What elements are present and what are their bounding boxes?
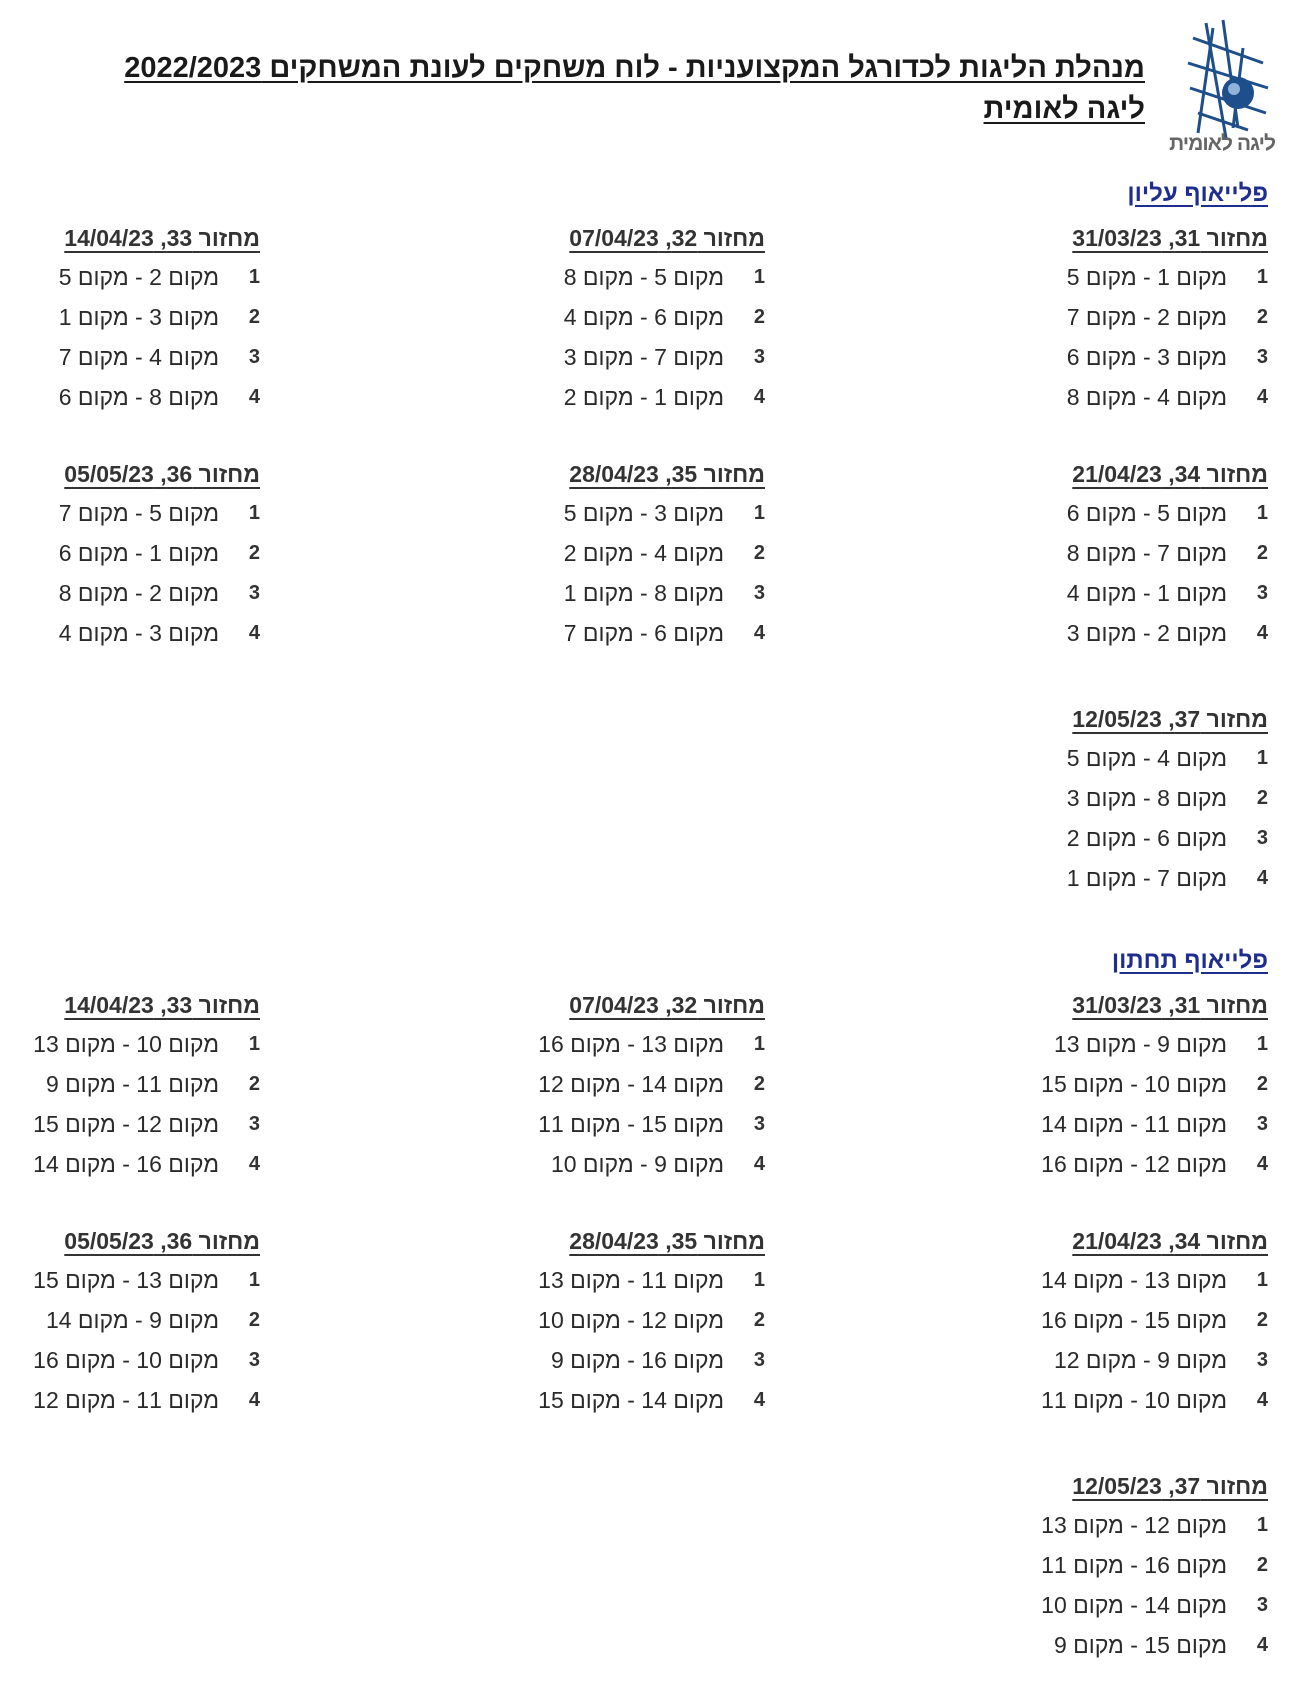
lower-round-34 xyxy=(1028,1222,1268,1420)
match-number: 2 xyxy=(1256,1072,1268,1095)
match-number: 1 xyxy=(753,501,765,524)
match-number: 2 xyxy=(753,305,765,328)
match-number: 2 xyxy=(753,1072,765,1095)
match-pairing: מקום 10 - מקום 13 xyxy=(33,1030,219,1057)
match-pairing: מקום 12 - מקום 10 xyxy=(538,1306,724,1333)
match-row xyxy=(20,1104,260,1144)
match-pairing: מקום 13 - מקום 15 xyxy=(33,1266,219,1293)
match-pairing: מקום 10 - מקום 16 xyxy=(33,1346,219,1373)
round-title: מחזור 37, 12/05/23 xyxy=(1072,706,1268,732)
match-pairing: מקום 6 - מקום 4 xyxy=(563,303,724,330)
match-row xyxy=(525,1144,765,1184)
match-row xyxy=(1028,1064,1268,1104)
match-row xyxy=(1028,858,1268,898)
match-pairing: מקום 16 - מקום 9 xyxy=(550,1346,724,1373)
match-row xyxy=(1028,613,1268,653)
match-pairing: מקום 4 - מקום 8 xyxy=(1066,383,1227,410)
round-title: מחזור 31, 31/03/23 xyxy=(1072,992,1268,1018)
match-row xyxy=(525,1300,765,1340)
match-row xyxy=(20,613,260,653)
logo-text: ליגה לאומית xyxy=(1169,132,1275,155)
match-number: 4 xyxy=(1256,1633,1268,1656)
match-pairing: מקום 1 - מקום 5 xyxy=(1066,263,1227,290)
match-row xyxy=(1028,297,1268,337)
round-title: מחזור 32, 07/04/23 xyxy=(569,992,765,1018)
match-pairing: מקום 3 - מקום 6 xyxy=(1066,343,1227,370)
round-title: מחזור 32, 07/04/23 xyxy=(569,225,765,251)
lower-round-37 xyxy=(1028,1467,1268,1665)
match-row xyxy=(20,337,260,377)
match-row xyxy=(20,493,260,533)
match-number: 4 xyxy=(248,621,260,644)
match-number: 3 xyxy=(753,345,765,368)
match-row xyxy=(1028,778,1268,818)
match-pairing: מקום 4 - מקום 5 xyxy=(1066,744,1227,771)
match-number: 2 xyxy=(248,1072,260,1095)
match-number: 4 xyxy=(248,1388,260,1411)
match-row xyxy=(525,1260,765,1300)
match-number: 4 xyxy=(1256,866,1268,889)
page-subtitle: ליגה לאומית xyxy=(983,93,1145,125)
round-title: מחזור 35, 28/04/23 xyxy=(569,1228,765,1254)
match-number: 1 xyxy=(1256,1032,1268,1055)
match-number: 3 xyxy=(1256,345,1268,368)
match-row xyxy=(1028,1260,1268,1300)
match-pairing: מקום 4 - מקום 7 xyxy=(58,343,219,370)
match-row xyxy=(525,533,765,573)
match-number: 2 xyxy=(1256,305,1268,328)
match-number: 4 xyxy=(1256,621,1268,644)
lower-round-31 xyxy=(1028,986,1268,1184)
lower-round-35 xyxy=(525,1222,765,1420)
upper-round-36 xyxy=(20,455,260,653)
match-number: 1 xyxy=(248,1032,260,1055)
match-row xyxy=(20,1300,260,1340)
round-title: מחזור 33, 14/04/23 xyxy=(64,225,260,251)
match-number: 4 xyxy=(1256,1388,1268,1411)
round-title: מחזור 35, 28/04/23 xyxy=(569,461,765,487)
match-number: 3 xyxy=(753,1348,765,1371)
match-pairing: מקום 9 - מקום 14 xyxy=(45,1306,219,1333)
match-row xyxy=(1028,377,1268,417)
match-pairing: מקום 6 - מקום 7 xyxy=(563,619,724,646)
match-pairing: מקום 3 - מקום 1 xyxy=(58,303,219,330)
match-number: 1 xyxy=(753,1032,765,1055)
lower-round-32 xyxy=(525,986,765,1184)
match-pairing: מקום 10 - מקום 11 xyxy=(1041,1386,1227,1413)
match-number: 3 xyxy=(1256,581,1268,604)
match-row xyxy=(20,533,260,573)
upper-round-32 xyxy=(525,219,765,417)
lower-round-33 xyxy=(20,986,260,1184)
match-number: 3 xyxy=(1256,826,1268,849)
match-row xyxy=(525,1380,765,1420)
match-row xyxy=(1028,1104,1268,1144)
match-row xyxy=(525,573,765,613)
lower-playoff-title: פלייאוף תחתון xyxy=(1111,947,1268,974)
match-pairing: מקום 11 - מקום 14 xyxy=(1041,1110,1227,1137)
match-pairing: מקום 12 - מקום 13 xyxy=(1041,1511,1227,1538)
match-number: 4 xyxy=(753,621,765,644)
match-row xyxy=(1028,1585,1268,1625)
match-pairing: מקום 13 - מקום 16 xyxy=(538,1030,724,1057)
upper-round-31 xyxy=(1028,219,1268,417)
match-pairing: מקום 1 - מקום 2 xyxy=(563,383,724,410)
upper-round-33 xyxy=(20,219,260,417)
match-number: 3 xyxy=(248,581,260,604)
match-row xyxy=(1028,1340,1268,1380)
match-row xyxy=(525,1024,765,1064)
lower-round-36 xyxy=(20,1222,260,1420)
match-row xyxy=(20,297,260,337)
match-pairing: מקום 12 - מקום 15 xyxy=(33,1110,219,1137)
round-title: מחזור 34, 21/04/23 xyxy=(1072,461,1268,487)
match-number: 2 xyxy=(248,1308,260,1331)
match-pairing: מקום 9 - מקום 12 xyxy=(1053,1346,1227,1373)
match-pairing: מקום 5 - מקום 6 xyxy=(1066,499,1227,526)
match-number: 3 xyxy=(753,581,765,604)
match-row xyxy=(525,1340,765,1380)
match-row xyxy=(1028,1625,1268,1665)
match-pairing: מקום 16 - מקום 14 xyxy=(33,1150,219,1177)
match-pairing: מקום 11 - מקום 13 xyxy=(538,1266,724,1293)
match-pairing: מקום 15 - מקום 9 xyxy=(1053,1631,1227,1658)
match-row xyxy=(525,613,765,653)
match-row xyxy=(525,337,765,377)
round-title: מחזור 36, 05/05/23 xyxy=(64,1228,260,1254)
match-pairing: מקום 15 - מקום 11 xyxy=(538,1110,724,1137)
match-pairing: מקום 14 - מקום 15 xyxy=(538,1386,724,1413)
match-pairing: מקום 14 - מקום 10 xyxy=(1041,1591,1227,1618)
match-pairing: מקום 14 - מקום 12 xyxy=(538,1070,724,1097)
match-number: 1 xyxy=(248,501,260,524)
match-pairing: מקום 16 - מקום 11 xyxy=(1041,1551,1227,1578)
match-pairing: מקום 5 - מקום 8 xyxy=(563,263,724,290)
match-row xyxy=(525,257,765,297)
match-number: 1 xyxy=(1256,1268,1268,1291)
match-number: 1 xyxy=(753,1268,765,1291)
match-number: 3 xyxy=(248,345,260,368)
match-number: 2 xyxy=(248,541,260,564)
match-number: 1 xyxy=(1256,265,1268,288)
match-pairing: מקום 11 - מקום 12 xyxy=(33,1386,219,1413)
match-row xyxy=(1028,533,1268,573)
match-row xyxy=(1028,573,1268,613)
match-number: 3 xyxy=(753,1112,765,1135)
match-pairing: מקום 3 - מקום 4 xyxy=(58,619,219,646)
upper-round-34 xyxy=(1028,455,1268,653)
match-pairing: מקום 7 - מקום 1 xyxy=(1066,864,1227,891)
match-pairing: מקום 8 - מקום 3 xyxy=(1066,784,1227,811)
match-number: 4 xyxy=(248,1152,260,1175)
match-pairing: מקום 5 - מקום 7 xyxy=(58,499,219,526)
round-title: מחזור 37, 12/05/23 xyxy=(1072,1473,1268,1499)
match-number: 4 xyxy=(1256,385,1268,408)
match-pairing: מקום 8 - מקום 1 xyxy=(563,579,724,606)
upper-round-37 xyxy=(1028,700,1268,898)
match-row xyxy=(20,377,260,417)
match-pairing: מקום 13 - מקום 14 xyxy=(1041,1266,1227,1293)
match-row xyxy=(20,1260,260,1300)
match-row xyxy=(525,377,765,417)
upper-playoff-title: פלייאוף עליון xyxy=(1127,180,1268,207)
match-number: 4 xyxy=(248,385,260,408)
match-row xyxy=(20,1064,260,1104)
match-pairing: מקום 6 - מקום 2 xyxy=(1066,824,1227,851)
match-row xyxy=(525,493,765,533)
match-number: 1 xyxy=(1256,1513,1268,1536)
match-row xyxy=(20,1340,260,1380)
match-pairing: מקום 4 - מקום 2 xyxy=(563,539,724,566)
match-row xyxy=(20,573,260,613)
match-pairing: מקום 7 - מקום 3 xyxy=(563,343,724,370)
match-number: 1 xyxy=(1256,746,1268,769)
match-pairing: מקום 8 - מקום 6 xyxy=(58,383,219,410)
match-row xyxy=(20,1380,260,1420)
match-number: 2 xyxy=(1256,1308,1268,1331)
match-number: 3 xyxy=(1256,1348,1268,1371)
match-row xyxy=(20,257,260,297)
match-row xyxy=(525,1104,765,1144)
match-number: 2 xyxy=(1256,786,1268,809)
match-pairing: מקום 2 - מקום 7 xyxy=(1066,303,1227,330)
match-row xyxy=(1028,1380,1268,1420)
match-row xyxy=(1028,1024,1268,1064)
match-row xyxy=(1028,1505,1268,1545)
match-row xyxy=(1028,257,1268,297)
round-title: מחזור 33, 14/04/23 xyxy=(64,992,260,1018)
match-pairing: מקום 1 - מקום 4 xyxy=(1066,579,1227,606)
match-number: 3 xyxy=(1256,1593,1268,1616)
match-number: 3 xyxy=(248,1348,260,1371)
match-number: 4 xyxy=(753,385,765,408)
match-pairing: מקום 2 - מקום 3 xyxy=(1066,619,1227,646)
match-number: 2 xyxy=(248,305,260,328)
match-pairing: מקום 10 - מקום 15 xyxy=(1041,1070,1227,1097)
match-pairing: מקום 1 - מקום 6 xyxy=(58,539,219,566)
match-row xyxy=(1028,493,1268,533)
match-pairing: מקום 9 - מקום 10 xyxy=(550,1150,724,1177)
match-number: 2 xyxy=(1256,1553,1268,1576)
match-row xyxy=(1028,1144,1268,1184)
match-number: 3 xyxy=(1256,1112,1268,1135)
match-pairing: מקום 7 - מקום 8 xyxy=(1066,539,1227,566)
match-pairing: מקום 3 - מקום 5 xyxy=(563,499,724,526)
match-row xyxy=(1028,738,1268,778)
match-number: 2 xyxy=(753,1308,765,1331)
match-number: 4 xyxy=(753,1152,765,1175)
match-row xyxy=(1028,337,1268,377)
match-row xyxy=(1028,1545,1268,1585)
match-pairing: מקום 2 - מקום 8 xyxy=(58,579,219,606)
round-title: מחזור 31, 31/03/23 xyxy=(1072,225,1268,251)
match-pairing: מקום 11 - מקום 9 xyxy=(45,1070,219,1097)
match-row xyxy=(1028,818,1268,858)
match-pairing: מקום 12 - מקום 16 xyxy=(1041,1150,1227,1177)
match-number: 3 xyxy=(248,1112,260,1135)
match-number: 1 xyxy=(248,265,260,288)
match-pairing: מקום 15 - מקום 16 xyxy=(1041,1306,1227,1333)
match-number: 4 xyxy=(753,1388,765,1411)
match-number: 2 xyxy=(753,541,765,564)
match-number: 1 xyxy=(248,1268,260,1291)
match-row xyxy=(525,1064,765,1104)
match-number: 4 xyxy=(1256,1152,1268,1175)
match-row xyxy=(20,1144,260,1184)
match-row xyxy=(20,1024,260,1064)
match-pairing: מקום 2 - מקום 5 xyxy=(58,263,219,290)
round-title: מחזור 36, 05/05/23 xyxy=(64,461,260,487)
match-number: 1 xyxy=(753,265,765,288)
match-pairing: מקום 9 - מקום 13 xyxy=(1053,1030,1227,1057)
upper-round-35 xyxy=(525,455,765,653)
match-number: 1 xyxy=(1256,501,1268,524)
page-title: מנהלת הליגות לכדורגל המקצועניות - לוח משחקים לעונת המשחקים 2022/2023 xyxy=(124,52,1145,84)
match-row xyxy=(525,297,765,337)
match-number: 2 xyxy=(1256,541,1268,564)
round-title: מחזור 34, 21/04/23 xyxy=(1072,1228,1268,1254)
match-row xyxy=(1028,1300,1268,1340)
